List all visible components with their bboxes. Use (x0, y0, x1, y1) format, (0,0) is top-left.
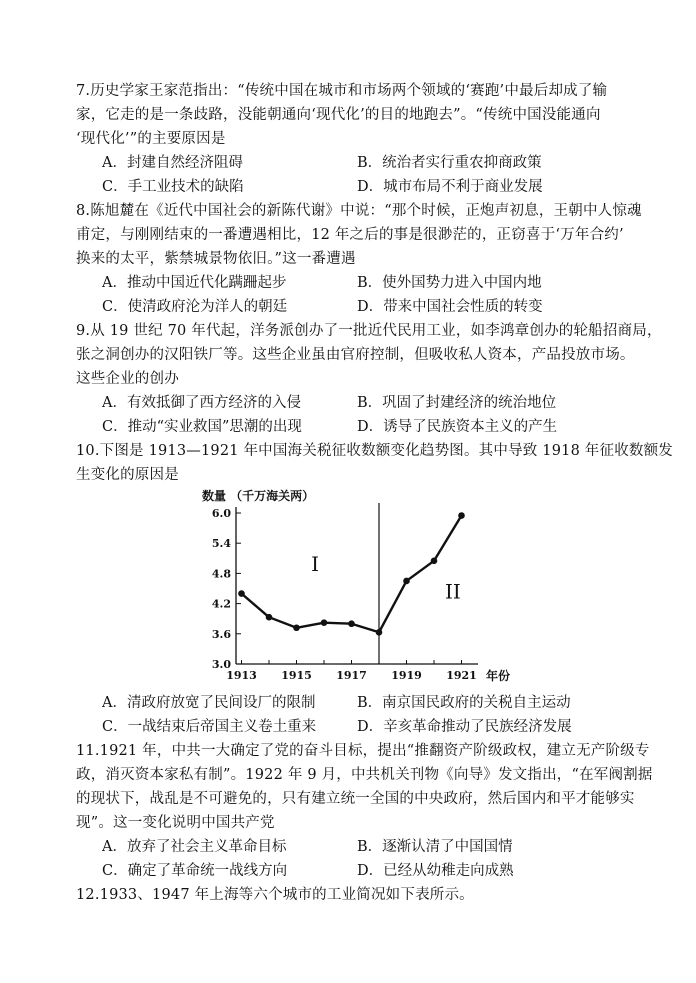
data-point (376, 629, 383, 636)
x-tick-label: 1917 (336, 669, 367, 682)
x-tick-label: 1913 (226, 669, 257, 682)
data-point (266, 614, 273, 621)
q7-line-1: 7.历史学家王家范指出：“传统中国在城市和市场两个领域的‘赛跑’中最后却成了输 (76, 83, 608, 99)
data-point (293, 624, 300, 631)
q10-option-c: C．一战结束后帝国主义卷土重来 (102, 719, 317, 735)
chart-ylabel: 数量 （千万海关两） (202, 489, 315, 503)
chart-xlabel: 年份 (486, 669, 511, 683)
q9-option-c: C．推动“实业救国”思潮的出现 (102, 419, 302, 435)
data-point (348, 620, 355, 627)
data-point (238, 590, 245, 597)
x-tick-label: 1915 (281, 669, 312, 682)
q11-line-2: 政，消灭资本家私有制”。1922 年 9 月，中共机关刊物《向导》发文指出，“在军阀割据 (76, 767, 653, 783)
q8-option-d: D．带来中国社会性质的转变 (357, 299, 543, 315)
data-point (403, 578, 410, 585)
q9-option-b: B．巩固了封建经济的统治地位 (357, 395, 557, 411)
q11-line-3: 的现状下，战乱是不可避免的，只有建立统一全国的中央政府，然后国内和平才能够实 (76, 791, 635, 807)
region-label-ii: II (445, 579, 461, 604)
q10-option-b: B．南京国民政府的关税自主运动 (357, 695, 571, 711)
q11-line-1: 11.1921 年，中共一大确定了党的奋斗目标，提出“推翻资产阶级政权，建立无产阶级专 (76, 743, 650, 759)
q7-line-2: 家，它走的是一条歧路，没能朝通向‘现代化’的目的地跑去”。“传统中国没能通向 (76, 107, 601, 123)
q12-line-1: 12.1933、1947 年上海等六个城市的工业简况如下表所示。 (76, 887, 474, 903)
y-tick-label: 3.6 (211, 627, 231, 641)
q7-line-3: ‘现代化’”的主要原因是 (76, 131, 226, 147)
x-tick-label: 1919 (391, 669, 422, 682)
q9-line-1: 9.从 19 世纪 70 年代起，洋务派创办了一批近代民用工业，如李鸿章创办的轮船招商局， (76, 323, 662, 339)
q10-option-d: D．辛亥革命推动了民族经济发展 (357, 719, 572, 735)
q11-option-b: B．逐渐认清了中国国情 (357, 839, 513, 855)
q11-option-a: A．放弃了社会主义革命目标 (102, 839, 287, 855)
q10-line-2: 生变化的原因是 (76, 467, 179, 483)
q7-option-c: C．手工业技术的缺陷 (102, 179, 244, 195)
y-tick-label: 4.2 (211, 597, 231, 611)
y-tick-label: 3.0 (211, 658, 231, 671)
q7-option-a: A．封建自然经济阻碍 (102, 155, 243, 171)
q9-line-2: 张之洞创办的汉阳铁厂等。这些企业虽由官府控制，但吸收私人资本，产品投放市场。 (76, 347, 635, 363)
q8-option-b: B．使外国势力进入中国内地 (357, 275, 542, 291)
q7-option-d: D．城市布局不利于商业发展 (357, 179, 543, 195)
data-point (458, 512, 465, 519)
q11-option-d: D．已经从幼稚走向成熟 (357, 863, 514, 879)
region-label-i: I (311, 551, 320, 576)
q9-option-d: D．诱导了民族资本主义的产生 (357, 419, 558, 435)
y-tick-label: 6.0 (211, 507, 231, 520)
q8-option-c: C．使清政府沦为洋人的朝廷 (102, 299, 288, 315)
q7-option-b: B．统治者实行重农抑商政策 (357, 155, 542, 171)
q10-option-a: A．清政府放宽了民间设厂的限制 (102, 695, 316, 711)
q8-line-3: 换来的太平，紫禁城景物依旧。”这一番遭遇 (76, 251, 356, 267)
q10-line-1: 10.下图是 1913—1921 年中国海关税征收数额变化趋势图。其中导致 1918 年征收数额发 (76, 443, 673, 459)
q9-option-a: A．有效抵御了西方经济的入侵 (102, 395, 301, 411)
q11-option-c: C．确定了革命统一战线方向 (102, 863, 288, 879)
data-point (431, 558, 438, 565)
q8-line-1: 8.陈旭麓在《近代中国社会的新陈代谢》中说：“那个时候，正炮声初息，王朝中人惊魂 (76, 203, 642, 219)
q8-line-2: 甫定，与刚刚结束的一番遭遇相比，12 年之后的事是很渺茫的，正窃喜于‘万年合约’ (76, 227, 624, 243)
y-tick-label: 4.8 (211, 567, 231, 581)
q11-line-4: 现”。这一变化说明中国共产党 (76, 815, 275, 831)
series-line (242, 516, 462, 633)
data-point (321, 619, 328, 626)
x-tick-label: 1921 (446, 669, 477, 682)
customs-revenue-line-chart (190, 484, 530, 689)
y-tick-label: 5.4 (211, 537, 231, 551)
q9-line-3: 这些企业的创办 (76, 371, 179, 387)
q8-option-a: A．推动中国近代化蹒跚起步 (102, 275, 287, 291)
